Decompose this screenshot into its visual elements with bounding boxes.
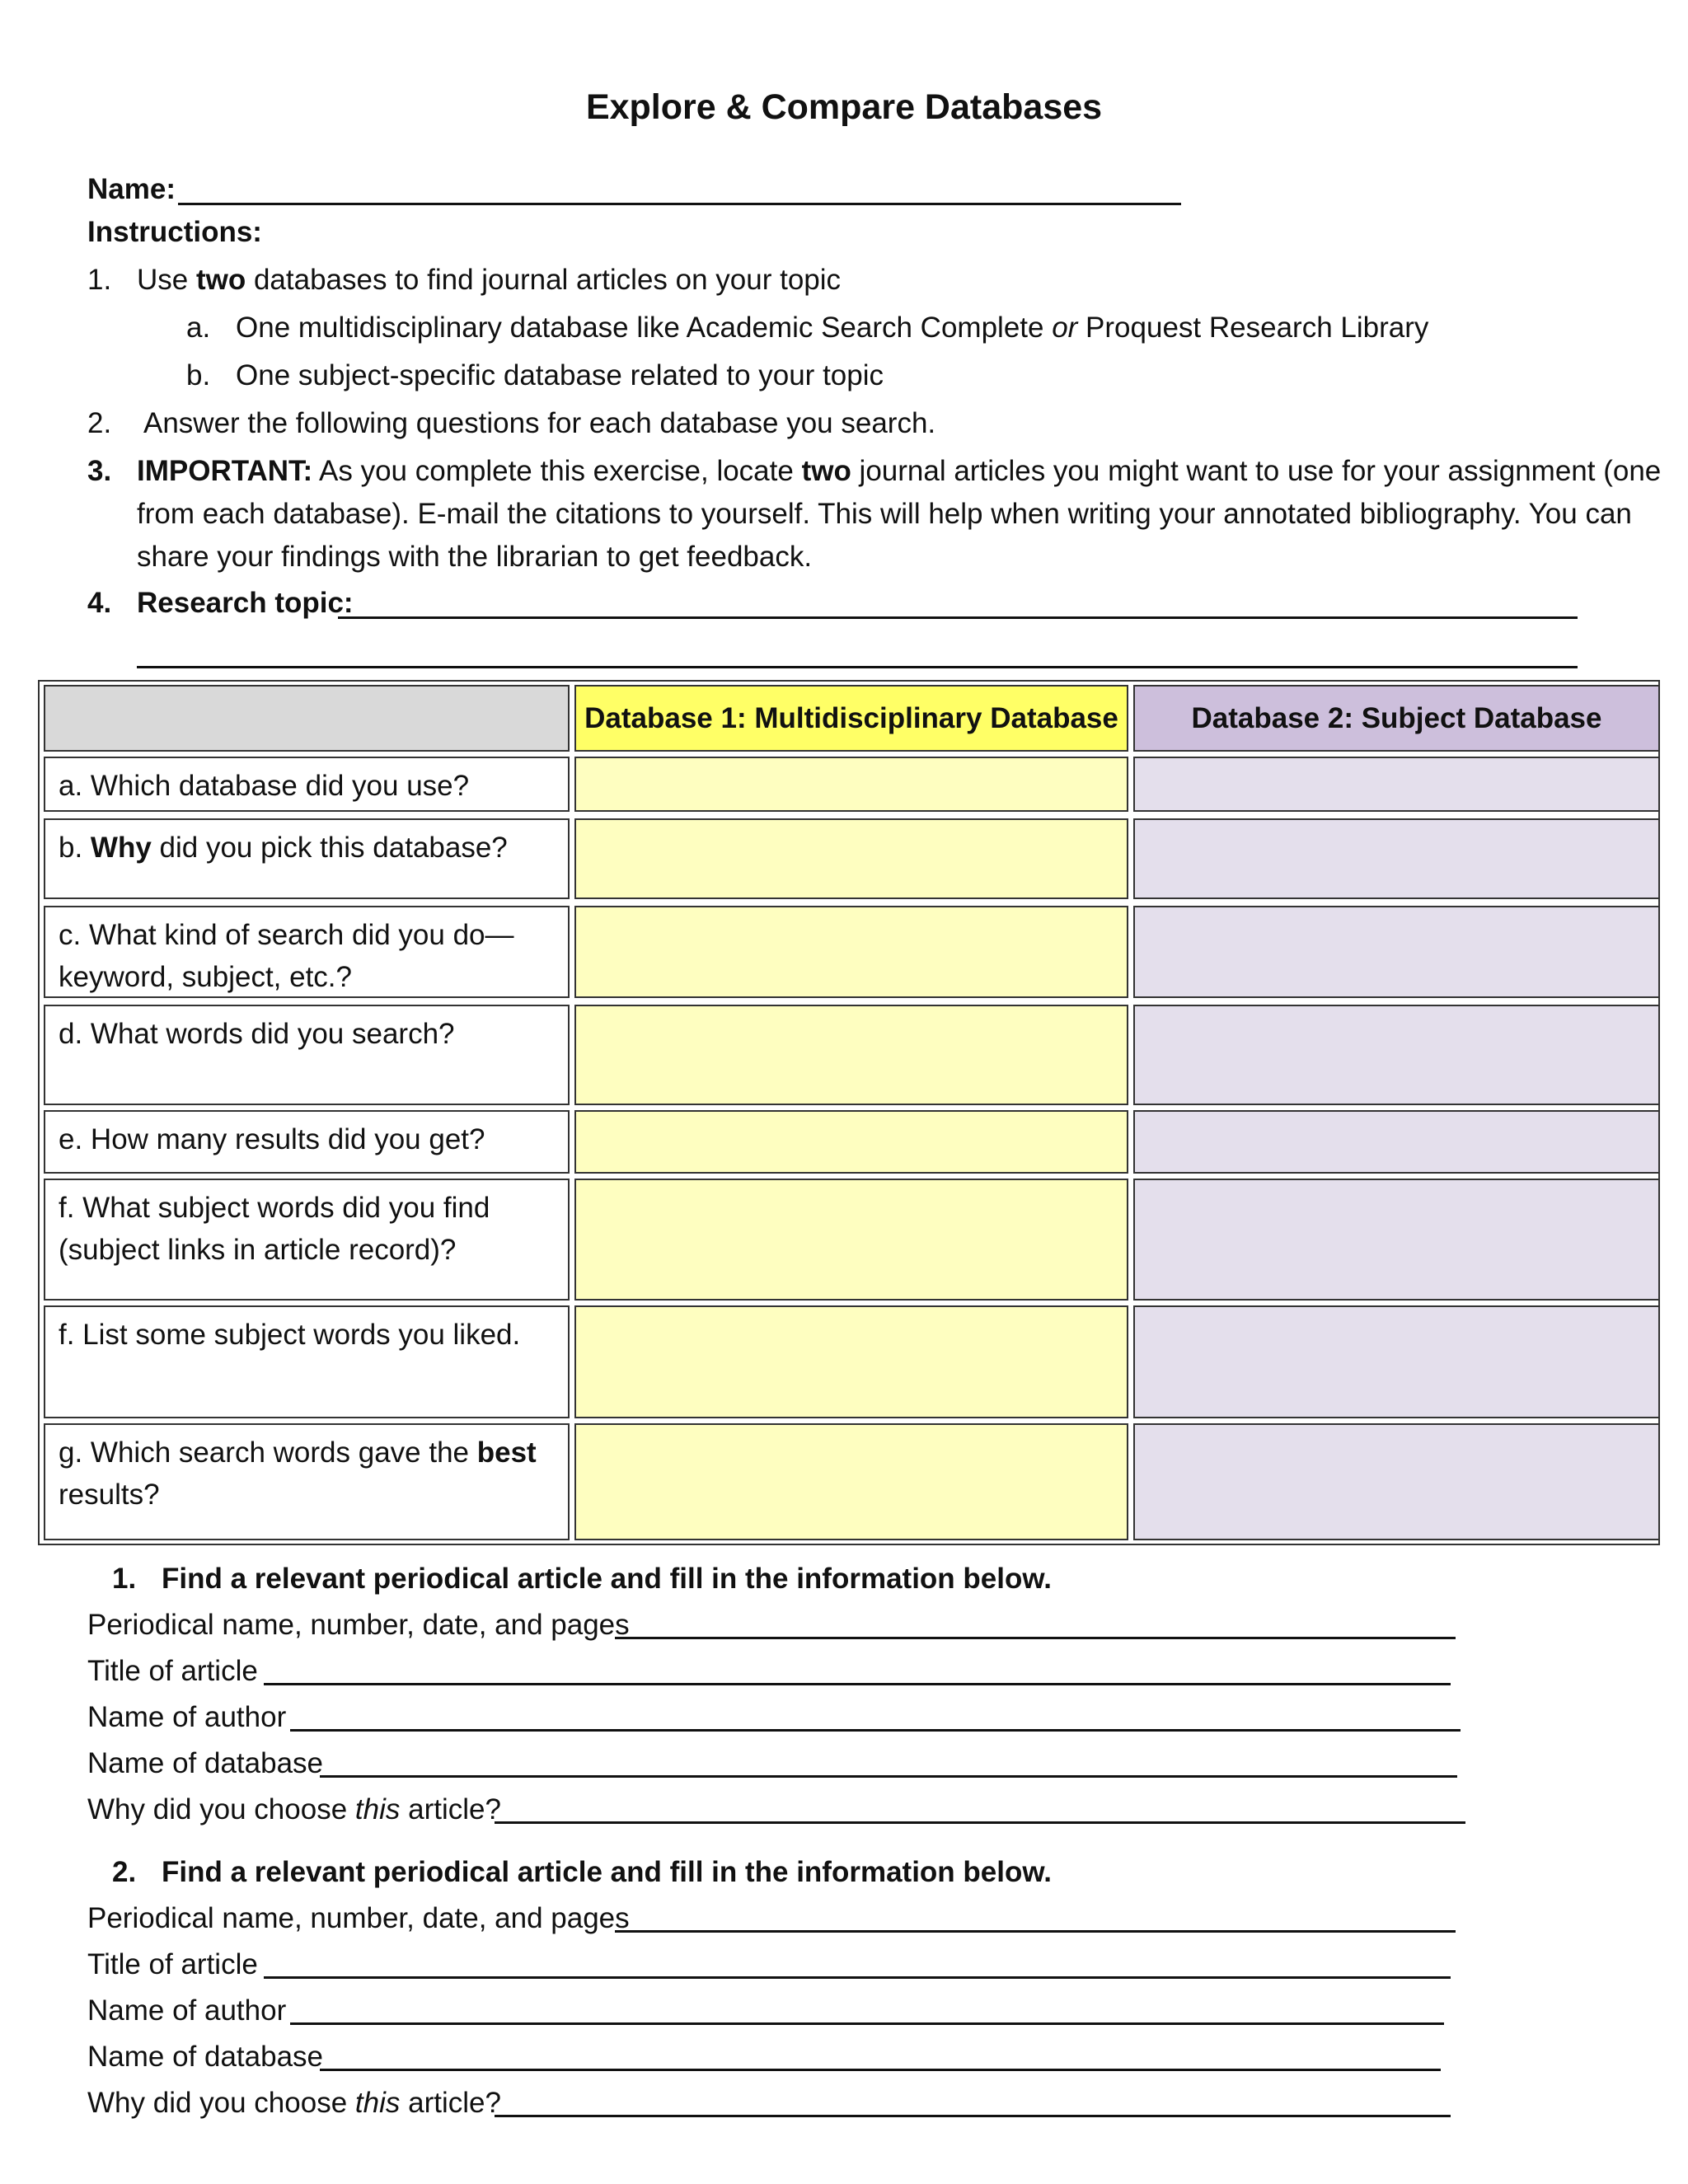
table-row-f-question: f. What subject words did you find (subject links in article record)? (44, 1179, 570, 1301)
table-row-e-db2-answer[interactable] (1133, 1110, 1660, 1174)
table-row-f-db1-answer[interactable] (574, 1179, 1128, 1301)
instruction-3-line-3: share your findings with the librarian to get feedback. (137, 541, 813, 573)
table-row-b-db1-answer[interactable] (574, 818, 1128, 899)
article-2-title-field[interactable] (264, 1976, 1451, 1979)
table-row-d-question: d. What words did you search? (44, 1005, 570, 1105)
article-1-periodical-field[interactable] (615, 1637, 1456, 1639)
instruction-3-line-2: from each database). E-mail the citations to yourself. This will help when writing your annotated bibliography. You can (137, 498, 1632, 530)
article-1-title-field[interactable] (264, 1683, 1451, 1685)
instructions-label: Instructions: (87, 216, 262, 248)
table-row-b-question: b. Why did you pick this database? (44, 818, 570, 899)
article-1-author-field[interactable] (290, 1729, 1461, 1732)
research-topic-label: Research topic: (137, 587, 354, 619)
table-row-b-db2-answer[interactable] (1133, 818, 1660, 899)
table-row-g-question: g. Which search words gave the best results? (44, 1423, 570, 1540)
instruction-1b-number: b. (186, 359, 211, 391)
table-row-a-db1-answer[interactable] (574, 757, 1128, 812)
article-1-heading: Find a relevant periodical article and fill in the information below. (162, 1563, 1052, 1595)
name-field[interactable] (178, 203, 1181, 205)
article-2-heading: Find a relevant periodical article and fill in the information below. (162, 1856, 1052, 1888)
table-row-d-db2-answer[interactable] (1133, 1005, 1660, 1105)
article-1-database-field[interactable] (320, 1775, 1457, 1778)
article-1-number: 1. (112, 1563, 137, 1595)
instruction-1a-number: a. (186, 312, 211, 344)
page-title: Explore & Compare Databases (585, 87, 1103, 127)
instruction-1: Use two databases to find journal articles on your topic (137, 264, 842, 296)
article-2-author-field[interactable] (290, 2022, 1444, 2025)
name-label: Name: (87, 173, 176, 205)
table-row-f2-question: f. List some subject words you liked. (44, 1305, 570, 1418)
instruction-2-number: 2. (87, 407, 112, 439)
instruction-3-line-1: IMPORTANT: As you complete this exercise, locate two journal articles you might want to use for your assignment (one (137, 455, 1662, 487)
instruction-2: Answer the following questions for each database you search. (143, 407, 936, 439)
article-1-database-label: Name of database (87, 1747, 324, 1779)
table-row-c-db2-answer[interactable] (1133, 906, 1660, 998)
article-2-why-field[interactable] (495, 2115, 1451, 2117)
table-row-e-db1-answer[interactable] (574, 1110, 1128, 1174)
article-2-author-label: Name of author (87, 1994, 287, 2027)
article-2-number: 2. (112, 1856, 137, 1888)
article-1-title-label: Title of article (87, 1655, 258, 1687)
table-header-database-1: Database 1: Multidisciplinary Database (574, 685, 1128, 752)
table-header-database-2: Database 2: Subject Database (1133, 685, 1660, 752)
table-row-f2-db2-answer[interactable] (1133, 1305, 1660, 1418)
article-2-periodical-label: Periodical name, number, date, and pages (87, 1902, 630, 1934)
article-1-author-label: Name of author (87, 1701, 287, 1733)
research-topic-field-line-1[interactable] (338, 616, 1578, 619)
instruction-1a: One multidisciplinary database like Academic Search Complete or Proquest Research Library (236, 312, 1429, 344)
instruction-4-number: 4. (87, 587, 112, 619)
article-2-title-label: Title of article (87, 1948, 258, 1980)
table-header-blank (44, 685, 570, 752)
table-row-g-db1-answer[interactable] (574, 1423, 1128, 1540)
article-1-why-label: Why did you choose this article? (87, 1793, 501, 1825)
article-2-periodical-field[interactable] (615, 1930, 1456, 1933)
table-row-d-db1-answer[interactable] (574, 1005, 1128, 1105)
table-row-e-question: e. How many results did you get? (44, 1110, 570, 1174)
article-2-database-field[interactable] (320, 2069, 1441, 2071)
article-2-why-label: Why did you choose this article? (87, 2087, 501, 2119)
table-row-f2-db1-answer[interactable] (574, 1305, 1128, 1418)
table-row-a-db2-answer[interactable] (1133, 757, 1660, 812)
article-1-why-field[interactable] (495, 1821, 1465, 1824)
table-row-a-question: a. Which database did you use? (44, 757, 570, 812)
table-row-c-db1-answer[interactable] (574, 906, 1128, 998)
article-1-periodical-label: Periodical name, number, date, and pages (87, 1609, 630, 1641)
table-row-g-db2-answer[interactable] (1133, 1423, 1660, 1540)
research-topic-field-line-2[interactable] (137, 666, 1578, 668)
instruction-3-number: 3. (87, 455, 112, 487)
table-row-f-db2-answer[interactable] (1133, 1179, 1660, 1301)
table-row-c-question: c. What kind of search did you do— keyword, subject, etc.? (44, 906, 570, 998)
article-2-database-label: Name of database (87, 2041, 324, 2073)
instruction-1b: One subject-specific database related to your topic (236, 359, 884, 391)
instruction-1-number: 1. (87, 264, 112, 296)
